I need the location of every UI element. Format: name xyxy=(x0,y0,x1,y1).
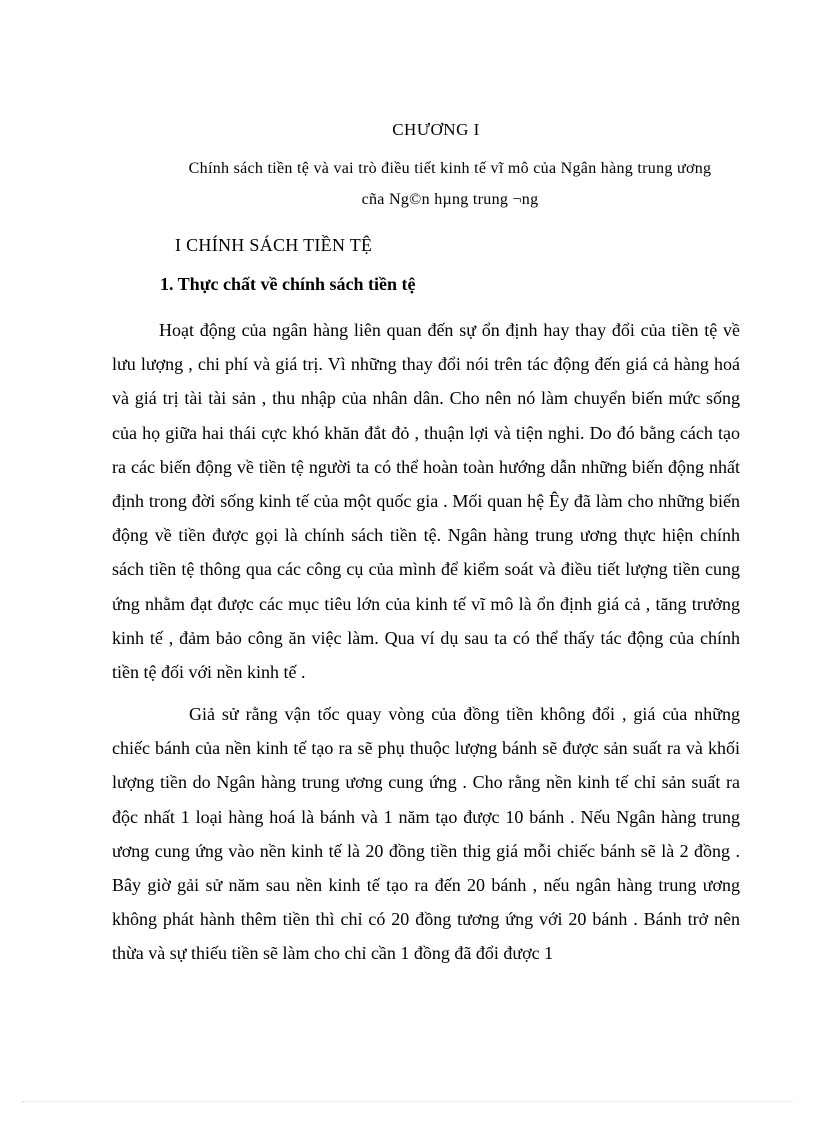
chapter-subtitle-line1: Chính sách tiền tệ và vai trò điều tiết kinh tế vĩ mô của Ngân hàng trung ương xyxy=(188,160,712,177)
section-heading: I CHÍNH SÁCH TIỀN TỆ xyxy=(175,235,373,255)
page-bottom-divider xyxy=(22,1101,794,1102)
subsection-heading: 1. Thực chất về chính sách tiền tệ xyxy=(160,274,416,294)
paragraph-1: Hoạt động của ngân hàng liên quan đến sự ổn định hay thay đổi của tiền tệ về lưu lượng , chi phí và giá trị. Vì những thay đổi nói trên tác động đến giá cả hàng hoá và giá trị tài tài sản , thu nhập của nhân dân. Cho nên nó làm chuyển biến mức sống của họ giữa hai thái cực khó khăn đắt đỏ , thuận lợi và tiện nghi. Do đó bằng cách tạo ra các biến động về tiền tệ người ta có thể hoàn toàn hướng dẫn những biến động nhất định trong đời sống kinh tế của một quốc gia . Mối quan hệ Êy đã làm cho những biến động về tiền được gọi là chính sách tiền tệ. Ngân hàng trung ương thực hiện chính sách tiền tệ thông qua các công cụ của mình để kiểm soát và điều tiết lượng tiền cung ứng nhằm đạt được các mục tiêu lớn của kinh tế vĩ mô là ổn định giá cả , tăng trưởng kinh tế , đảm bảo công ăn việc làm. Qua ví dụ sau ta có thể thấy tác động của chính tiền tệ đối với nền kinh tế . xyxy=(112,320,740,683)
chapter-title: CHƯƠNG I xyxy=(392,120,480,139)
paragraph-2: Giả sử rằng vận tốc quay vòng của đồng tiền không đổi , giá của những chiếc bánh của nền kinh tế tạo ra sẽ phụ thuộc lượng bánh sẽ được sản suất ra và khối lượng tiền do Ngân hàng trung ương cung ứng . Cho rằng nền kinh tế chỉ sản suất ra độc nhất 1 loại hàng hoá là bánh và 1 năm tạo được 10 bánh . Nếu Ngân hàng trung ương cung ứng vào nền kinh tế là 20 đồng tiền thig giá mỗi chiếc bánh sẽ là 2 đồng . Bây giờ gải sử năm sau nền kinh tế tạo ra đến 20 bánh , nếu ngân hàng trung ương không phát hành thêm tiền thì chỉ có 20 đồng tương ứng với 20 bánh . Bánh trở nên thừa và sự thiếu tiền sẽ làm cho chỉ cần 1 đồng đã đổi được 1 xyxy=(112,704,740,964)
chapter-subtitle-line2: cña Ng©n hµng trung ¬ng xyxy=(361,191,539,208)
